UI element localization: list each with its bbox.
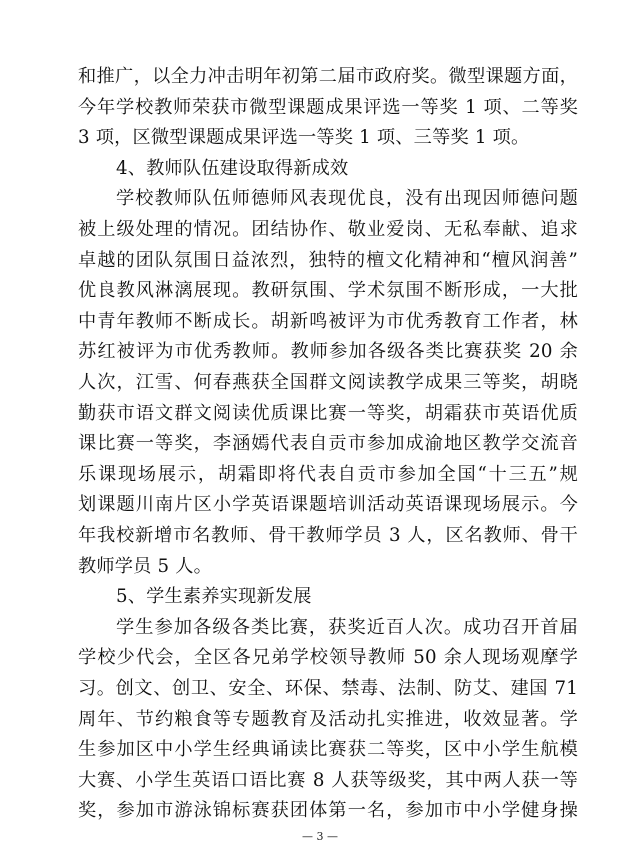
text-line-extra-a: 大赛、小学生英语口语比赛 8 人获等级奖，其中两人获一等 <box>78 769 578 791</box>
text-line: 年我校新增市名教师、骨干教师学员 3 人，区名教师、骨干 <box>78 525 578 546</box>
text-line: 被上级处理的情况。团结协作、敬业爱岗、无私奉献、追求 <box>78 219 578 240</box>
text-line: 教师学员 5 人。 <box>78 555 213 577</box>
text-line: 和推广，以全力冲击明年初第二届市政府奖。微型课题方面， <box>78 66 578 87</box>
text-line: 生参加区中小学生经典诵读比赛获二等奖，区中小学生航模 <box>78 739 578 761</box>
text-line: 周年、节约粮食等专题教育及活动扎实推进，收效显著。学 <box>78 708 578 730</box>
text-line: 勤获市语文群文阅读优质课比赛一等奖，胡霜获市英语优质 <box>78 402 578 424</box>
text-line: 学生参加各级各类比赛，获奖近百人次。成功召开首届 <box>116 616 578 638</box>
text-line: 人次，江雪、何春燕获全国群文阅读教学成果三等奖，胡晓 <box>78 372 578 393</box>
text-line: 苏红被评为市优秀教师。教师参加各级各类比赛获奖 20 余 <box>78 341 578 363</box>
text-line: 优良教风淋漓展现。教研氛围、学术氛围不断形成，一大批 <box>78 280 578 302</box>
text-line: 习。创文、创卫、安全、环保、禁毒、法制、防艾、建国 71 <box>78 678 578 699</box>
text-line: 3 项，区微型课题成果评选一等奖 1 项、三等奖 1 项。 <box>78 127 530 149</box>
section-heading: 5、学生素养实现新发展 <box>116 586 312 608</box>
text-line: 课比赛一等奖，李涵嫣代表自贡市参加成渝地区教学交流音 <box>78 433 578 455</box>
text-line: 学校少代会，全区各兄弟学校领导教师 50 余人现场观摩学 <box>78 647 578 669</box>
text-line: 今年学校教师荣获市微型课题成果评选一等奖 1 项、二等奖 <box>78 96 578 118</box>
text-line-extra-b: 奖，参加市游泳锦标赛获团体第一名，参加市中小学健身操 <box>78 800 578 822</box>
section-heading: 4、教师队伍建设取得新成效 <box>116 157 349 179</box>
text-line: 学校教师队伍师德师风表现优良，没有出现因师德问题 <box>116 188 578 210</box>
text-line: 卓越的团队氛围日益浓烈，独特的檀文化精神和“檀风润善” <box>78 249 578 271</box>
text-line: 划课题川南片区小学英语课题培训活动英语课现场展示。今 <box>78 494 578 516</box>
text-line: 中青年教师不断成长。胡新鸣被评为市优秀教育工作者，林 <box>78 310 578 332</box>
text-line: 乐课现场展示，胡霜即将代表自贡市参加全国“十三五”规 <box>78 463 578 485</box>
page-number: — 3 — <box>302 830 338 843</box>
